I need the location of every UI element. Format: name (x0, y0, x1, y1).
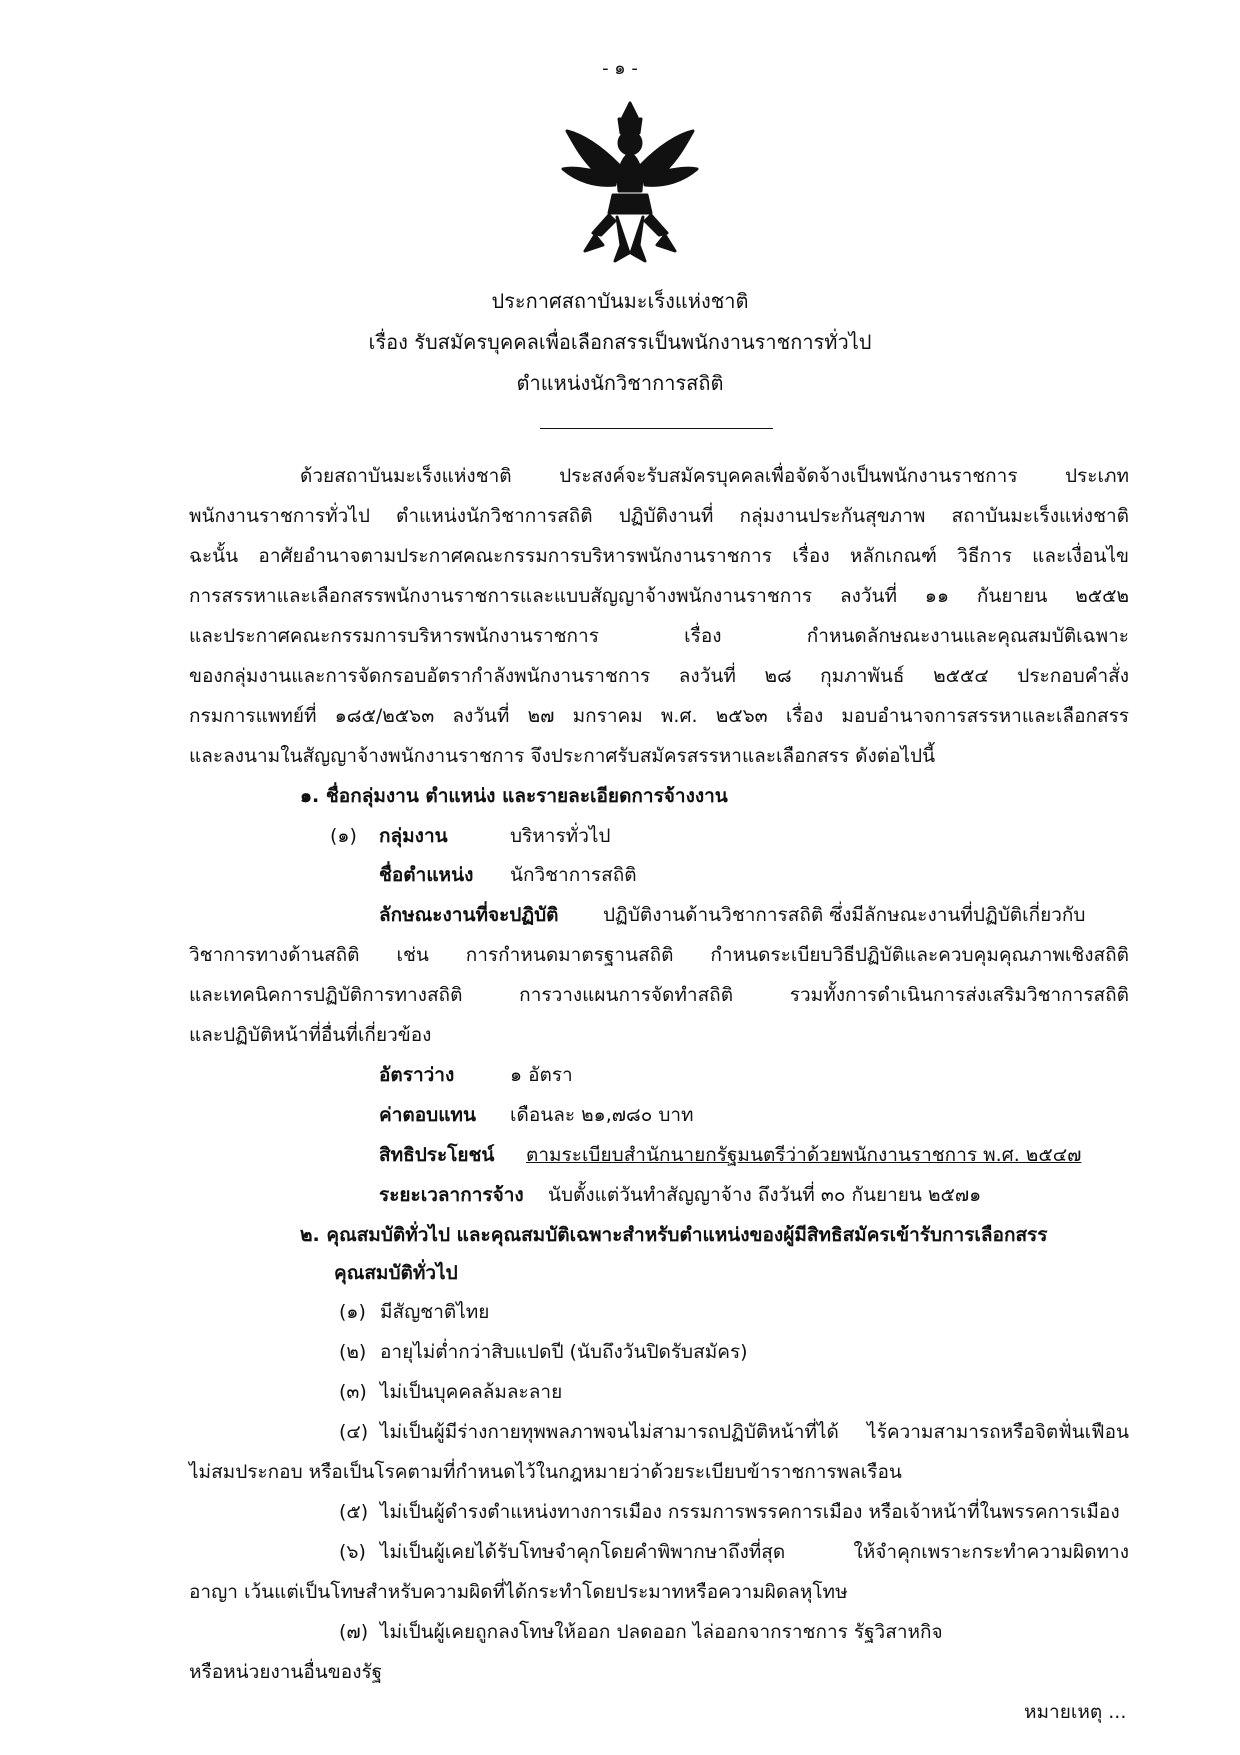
intro-line-8: และลงนามในสัญญาจ้างพนักงานราชการ จึงประกาศรับสมัครสรรหาและเลือกสรร ดังต่อไปนี้ (189, 745, 936, 767)
announcement-title: ประกาศสถาบันมะเร็งแห่งชาติ (491, 289, 749, 313)
term-value: นับตั้งแต่วันทำสัญญาจ้าง ถึงวันที่ ๓๐ กันยายน ๒๕๗๑ (548, 1184, 982, 1206)
duties-line-3: และเทคนิคการปฏิบัติการทางสถิติ การวางแผนการจัดทำสถิติ รวมทั้งการดำเนินการส่งเสริมวิชาการสถิติ (189, 984, 1129, 1006)
qualification-continuation: อาญา เว้นแต่เป็นโทษสำหรับความผิดที่ได้กระทำโดยประมาทหรือความผิดลหุโทษ (189, 1581, 848, 1603)
intro-line-1: ด้วยสถาบันมะเร็งแห่งชาติ ประสงค์จะรับสมัครบุคคลเพื่อจัดจ้างเป็นพนักงานราชการ ประเภท (300, 465, 1129, 487)
qualification-text: อายุไม่ต่ำกว่าสิบแปดปี (นับถึงวันปิดรับสมัคร) (380, 1341, 748, 1363)
position-value: นักวิชาการสถิติ (510, 864, 637, 886)
qualification-continuation: หรือหน่วยงานอื่นของรัฐ (189, 1661, 383, 1683)
qualification-text: ไม่เป็นบุคคลล้มละลาย (380, 1381, 563, 1403)
duties-line-2: วิชาการทางด้านสถิติ เช่น การกำหนดมาตรฐานสถิติ กำหนดระเบียบวิธีปฏิบัติและควบคุมคุณภาพเชิงสถิติ (189, 944, 1129, 966)
position-label: ชื่อตำแหน่ง (379, 864, 474, 886)
group-label: กลุ่มงาน (379, 825, 448, 847)
duties-line-4: และปฏิบัติหน้าที่อื่นที่เกี่ยวข้อง (189, 1024, 432, 1046)
announcement-subject: เรื่อง รับสมัครบุคคลเพื่อเลือกสรรเป็นพนักงานราชการทั่วไป (368, 330, 872, 354)
qualification-text: ไม่เป็นผู้ดำรงตำแหน่งทางการเมือง กรรมการพรรคการเมือง หรือเจ้าหน้าที่ในพรรคการเมือง (380, 1501, 1120, 1523)
page-number: - ๑ - (602, 58, 638, 79)
qualification-number: (๖) (339, 1541, 366, 1563)
group-number: (๑) (330, 825, 357, 847)
section-1-heading: ๑. ชื่อกลุ่มงาน ตำแหน่ง และรายละเอียดการจ้างงาน (300, 785, 728, 807)
salary-label: ค่าตอบแทน (379, 1104, 476, 1126)
qualification-text: ไม่เป็นผู้มีร่างกายทุพพลภาพจนไม่สามารถปฏิบัติหน้าที่ได้ ไร้ความสามารถหรือจิตฟั่นเฟือน (380, 1421, 1129, 1443)
vacancy-value: ๑ อัตรา (510, 1064, 573, 1086)
intro-line-7: กรมการแพทย์ที่ ๑๘๕/๒๕๖๓ ลงวันที่ ๒๗ มกราคม พ.ศ. ๒๕๖๓ เรื่อง มอบอำนาจการสรรหาและเลือกสรร (189, 705, 1129, 727)
announcement-position: ตำแหน่งนักวิชาการสถิติ (516, 371, 724, 395)
qualification-number: (๓) (339, 1381, 367, 1403)
intro-line-2: พนักงานราชการทั่วไป ตำแหน่งนักวิชาการสถิติ ปฏิบัติงานที่ กลุ่มงานประกันสุขภาพ สถาบันมะเร็งแห่งชาติ (189, 505, 1129, 527)
duties-first-line: ปฏิบัติงานด้านวิชาการสถิติ ซึ่งมีลักษณะงานที่ปฏิบัติเกี่ยวกับ (603, 904, 1086, 926)
intro-line-5: และประกาศคณะกรรมการบริหารพนักงานราชการ เรื่อง กำหนดลักษณะงานและคุณสมบัติเฉพาะ (189, 625, 1129, 647)
term-label: ระยะเวลาการจ้าง (379, 1184, 524, 1206)
garuda-emblem-icon (555, 95, 705, 270)
footer-note: หมายเหตุ ... (1024, 1701, 1127, 1723)
section-2-heading: ๒. คุณสมบัติทั่วไป และคุณสมบัติเฉพาะสำหรับตำแหน่งของผู้มีสิทธิสมัครเข้ารับการเลือกสรร (300, 1224, 1048, 1246)
qualification-text: ไม่เป็นผู้เคยได้รับโทษจำคุกโดยคำพิพากษาถึงที่สุด ให้จำคุกเพราะกระทำความผิดทาง (380, 1541, 1129, 1563)
qualification-number: (๔) (339, 1421, 369, 1443)
intro-line-6: ของกลุ่มงานและการจัดกรอบอัตรากำลังพนักงานราชการ ลงวันที่ ๒๘ กุมภาพันธ์ ๒๕๕๔ ประกอบคำสั่ง (189, 665, 1129, 687)
benefits-value: ตามระเบียบสำนักนายกรัฐมนตรีว่าด้วยพนักงานราชการ พ.ศ. ๒๕๔๗ (526, 1144, 1082, 1166)
qualification-number: (๗) (339, 1621, 369, 1643)
intro-line-3: ฉะนั้น อาศัยอำนาจตามประกาศคณะกรรมการบริหารพนักงานราชการ เรื่อง หลักเกณฑ์ วิธีการ และเงื่อนไข (189, 545, 1129, 567)
qualification-number: (๒) (339, 1341, 367, 1363)
qualification-text: ไม่เป็นผู้เคยถูกลงโทษให้ออก ปลดออก ไล่ออกจากราชการ รัฐวิสาหกิจ (380, 1621, 943, 1643)
group-value: บริหารทั่วไป (510, 825, 611, 847)
salary-value: เดือนละ ๒๑,๗๘๐ บาท (510, 1104, 694, 1126)
title-divider (540, 428, 773, 429)
general-qualifications-heading: คุณสมบัติทั่วไป (334, 1262, 458, 1284)
vacancy-label: อัตราว่าง (379, 1064, 455, 1086)
duties-label: ลักษณะงานที่จะปฏิบัติ (379, 904, 559, 926)
qualification-text: มีสัญชาติไทย (380, 1301, 490, 1323)
intro-line-4: การสรรหาและเลือกสรรพนักงานราชการและแบบสัญญาจ้างพนักงานราชการ ลงวันที่ ๑๑ กันยายน ๒๕๕๒ (189, 585, 1129, 607)
benefits-label: สิทธิประโยชน์ (379, 1144, 495, 1166)
qualification-number: (๑) (339, 1301, 366, 1323)
qualification-number: (๕) (339, 1501, 369, 1523)
qualification-continuation: ไม่สมประกอบ หรือเป็นโรคตามที่กำหนดไว้ในกฎหมายว่าด้วยระเบียบข้าราชการพลเรือน (189, 1461, 902, 1483)
